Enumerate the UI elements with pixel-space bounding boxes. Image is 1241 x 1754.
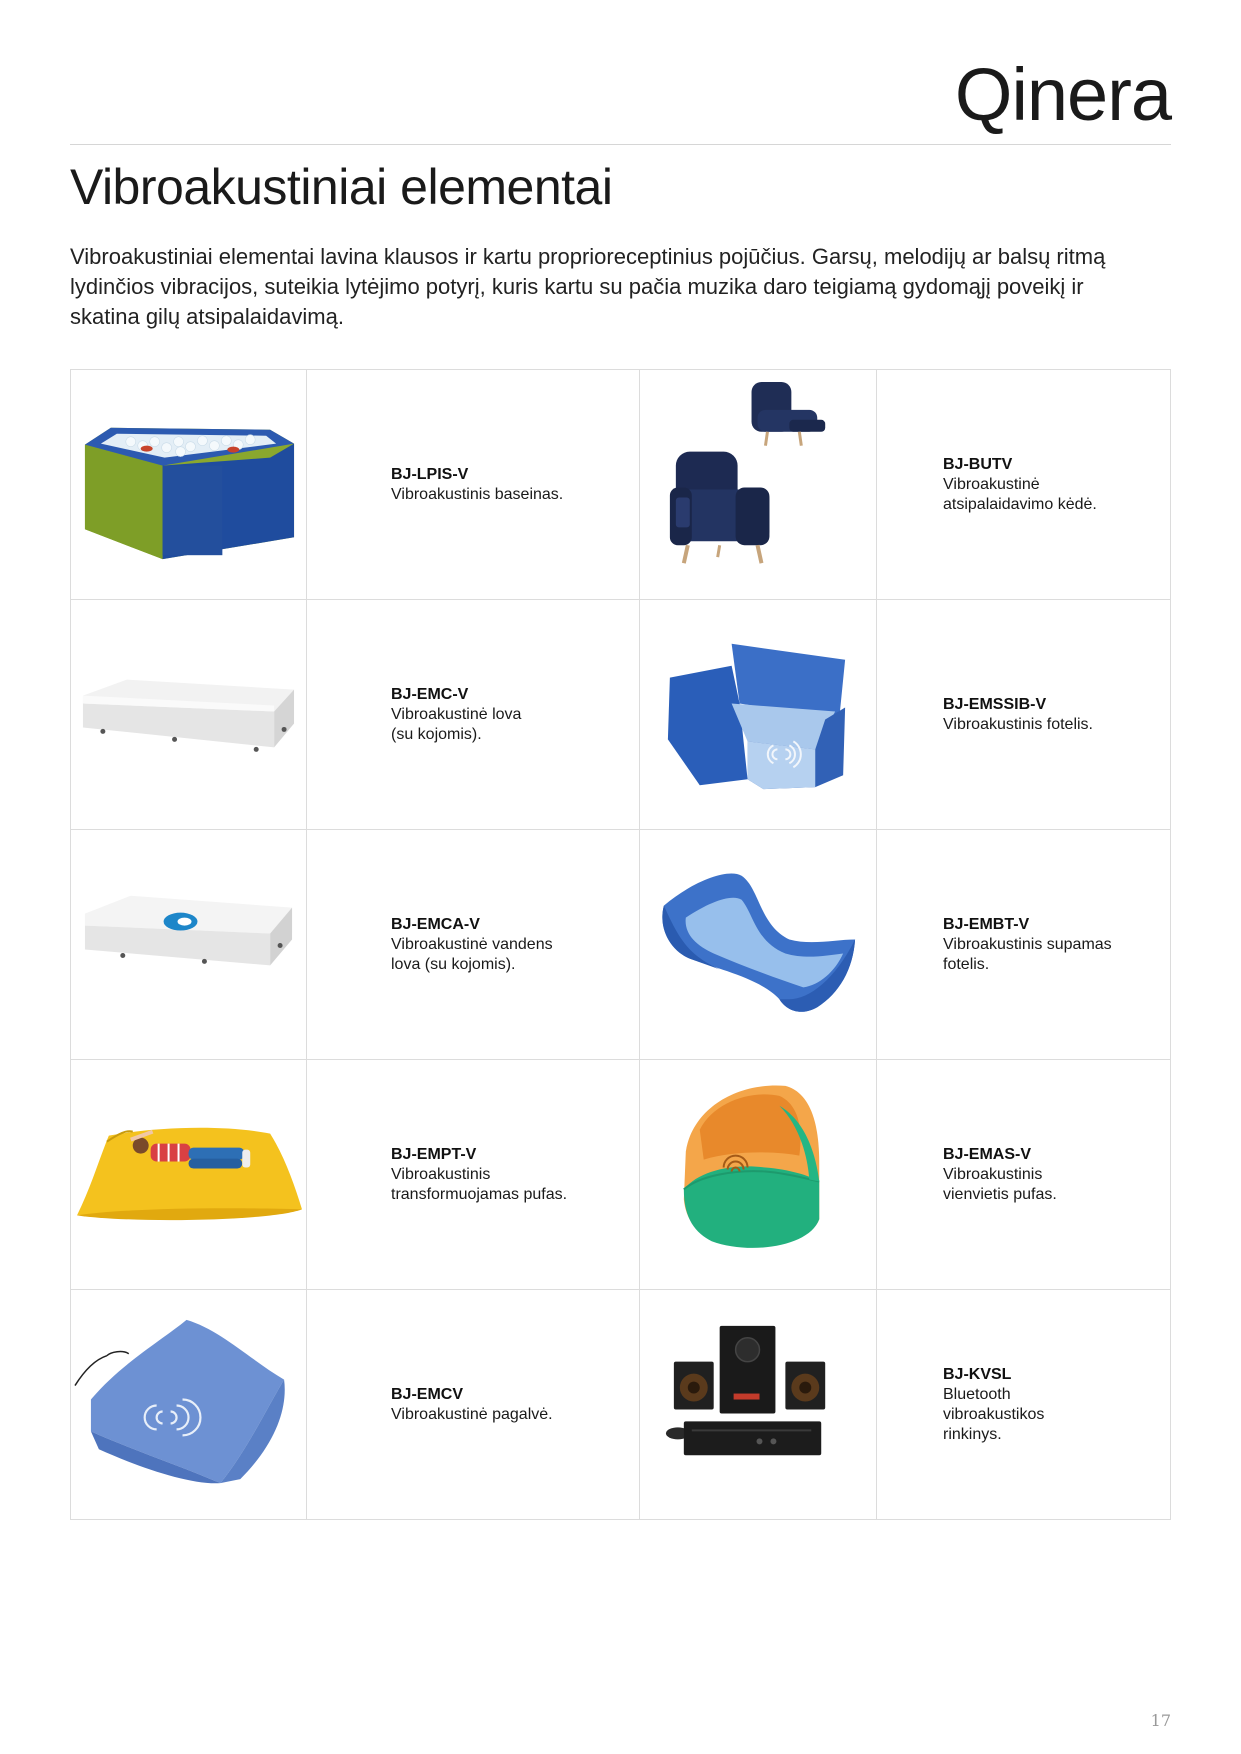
- header-divider: [70, 144, 1171, 145]
- page-title: Vibroakustiniai elementai: [70, 159, 613, 215]
- product-cell-rocking-chair: [877, 830, 1171, 1060]
- product-code: BJ-LPIS-V: [391, 465, 469, 483]
- product-image-armchairs: [640, 370, 877, 600]
- product-image-yellow-pouf: [71, 1060, 307, 1290]
- product-code: BJ-EMC-V: [391, 685, 469, 703]
- product-code: BJ-KVSL: [943, 1365, 1012, 1383]
- foam-armchair-image: [640, 600, 876, 829]
- product-name: Bluetooth vibroakustikos rinkinys.: [943, 1385, 1045, 1443]
- product-cell-cushion: [307, 1290, 640, 1520]
- product-image-foam-armchair: [640, 600, 877, 830]
- product-image-rocking-chair: [640, 830, 877, 1060]
- product-image-speaker-set: [640, 1290, 877, 1520]
- product-code: BJ-EMSSIB-V: [943, 695, 1047, 713]
- product-image-cushion: [71, 1290, 307, 1520]
- product-name: Vibroakustinis fotelis.: [943, 715, 1093, 733]
- product-code: BJ-BUTV: [943, 455, 1013, 473]
- product-code: BJ-EMCV: [391, 1385, 464, 1403]
- product-code: BJ-EMBT-V: [943, 915, 1030, 933]
- water-bed-image: [71, 830, 306, 1059]
- product-name: Vibroakustinė atsipalaidavimo kėdė.: [943, 475, 1097, 513]
- speaker-set-image: [640, 1290, 876, 1519]
- product-cell-yellow-pouf: [307, 1060, 640, 1290]
- product-image-single-pouf: [640, 1060, 877, 1290]
- product-name: Vibroakustinis vienvietis pufas.: [943, 1165, 1057, 1203]
- product-image-ball-pool: [71, 370, 307, 600]
- product-cell-bed: [307, 600, 640, 830]
- product-name: Vibroakustinė vandens lova (su kojomis).: [391, 935, 553, 973]
- product-name: Vibroakustinis baseinas.: [391, 485, 564, 503]
- product-image-water-bed: [71, 830, 307, 1060]
- product-name: Vibroakustinis transformuojamas pufas.: [391, 1165, 568, 1203]
- product-code: BJ-EMPT-V: [391, 1145, 477, 1163]
- product-name: Vibroakustinis supamas fotelis.: [943, 935, 1112, 973]
- page-number: 17: [1150, 1711, 1171, 1730]
- brand-logo: Qinera: [954, 53, 1171, 136]
- product-cell-armchairs: [877, 370, 1171, 600]
- product-code: BJ-EMAS-V: [943, 1145, 1032, 1163]
- intro-paragraph: Vibroakustiniai elementai lavina klausos ir kartu proprioreceptinius pojūčius. Garsų, melodijų ar balsų ritmą lydinčios vibracijos, suteikia lytėjimo potyrį, kuris kartu su pačia muzika daro teigiamą gydomąjį poveikį ir skatina gilų atsipalaidavimą.: [70, 244, 1106, 329]
- ball-pool-image: [71, 370, 306, 599]
- product-name: Vibroakustinė pagalvė.: [391, 1405, 553, 1423]
- product-grid: [70, 369, 1171, 1520]
- bed-image: [71, 600, 306, 829]
- yellow-pouf-image: [71, 1060, 306, 1289]
- product-cell-ball-pool: [307, 370, 640, 600]
- product-cell-foam-armchair: [877, 600, 1171, 830]
- product-cell-single-pouf: [877, 1060, 1171, 1290]
- rocking-chair-image: [640, 830, 876, 1059]
- product-code: BJ-EMCA-V: [391, 915, 480, 933]
- product-cell-water-bed: [307, 830, 640, 1060]
- single-pouf-image: [640, 1060, 876, 1289]
- cushion-image: [71, 1290, 306, 1519]
- armchairs-image: [640, 370, 876, 599]
- product-cell-speaker-set: [877, 1290, 1171, 1520]
- product-name: Vibroakustinė lova (su kojomis).: [391, 705, 522, 743]
- product-image-bed: [71, 600, 307, 830]
